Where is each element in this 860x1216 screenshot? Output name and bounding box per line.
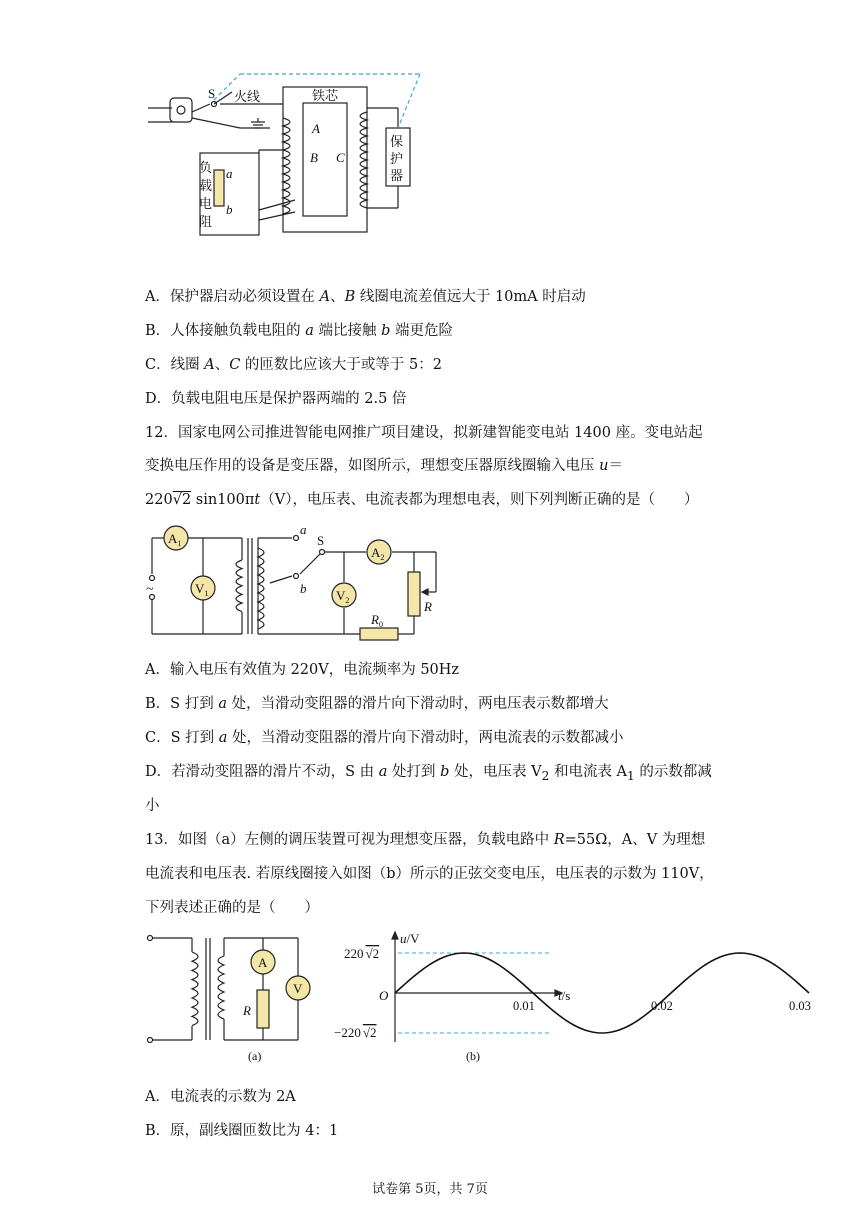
leakage-protector-diagram xyxy=(0,0,860,260)
resistor-r-label: R xyxy=(243,1003,251,1018)
y-min-label: −220 √2 xyxy=(334,1025,377,1040)
ac-source-symbol: ~ xyxy=(146,582,154,597)
q13-stem-line-3: 下列表述正确的是（ ） xyxy=(145,900,319,916)
tap-a-label: a xyxy=(300,522,307,537)
protector-char-2: 护 xyxy=(390,151,404,166)
q12-option-b: B．S 打到 a 处，当滑动变阻器的滑片向下滑动时，两电压表示数都增大 xyxy=(145,696,609,712)
q12-option-d: D．若滑动变阻器的滑片不动，S 由 a 处打到 b 处，电压表 $V_2$ 和电流表 $A_1$ 的示数都减 xyxy=(145,764,712,783)
q11-option-c: C．线圈 A、C 的匝数比应该大于或等于 5：2 xyxy=(145,357,442,373)
load-char-4: 阻 xyxy=(199,214,213,229)
load-char-2: 载 xyxy=(199,178,213,193)
fire-wire-label: 火线 xyxy=(234,89,261,104)
x-tick-label: 0.02 xyxy=(651,999,673,1013)
protector-char-3: 器 xyxy=(390,168,404,183)
figure-b-caption: (b) xyxy=(466,1049,480,1063)
resistor-r0-label: $R_0$ xyxy=(371,612,383,629)
q13-option-b: B．原，副线圈匝数比为 4：1 xyxy=(145,1123,339,1139)
meter-a2-label: $A_2$ xyxy=(371,545,385,562)
q13-option-a: A．电流表的示数为 2A xyxy=(145,1089,296,1105)
coil-c-label: C xyxy=(336,150,345,165)
q13-figure-a-circuit xyxy=(140,925,340,1065)
q12-option-a: A．输入电压有效值为 220V，电流频率为 50Hz xyxy=(145,662,460,678)
load-end-b: b xyxy=(226,202,233,217)
core-label: 铁芯 xyxy=(312,88,339,103)
coil-b-label: B xyxy=(310,150,318,165)
meter-a1-label: $A_1$ xyxy=(168,531,182,548)
rheostat-r-label: R xyxy=(424,599,432,614)
q12-stem-line-2: 变换电压作用的设备是变压器，如图所示，理想变压器原线圈输入电压 u＝ xyxy=(145,458,623,474)
x-tick-label: 0.01 xyxy=(513,999,535,1013)
x-tick-label: 0.03 xyxy=(789,999,811,1013)
page-footer: 试卷第 5页，共 7页 xyxy=(372,1182,488,1197)
figure-a-caption: (a) xyxy=(248,1049,262,1063)
q12-option-c: C．S 打到 a 处，当滑动变阻器的滑片向下滑动时，两电流表的示数都减小 xyxy=(145,730,624,746)
y-axis-arrow xyxy=(392,932,398,939)
q13-stem-line-2: 电流表和电压表. 若原线圈接入如图（b）所示的正弦交变电压，电压表的示数为 110V， xyxy=(145,866,714,882)
protector-char-1: 保 xyxy=(390,134,404,149)
load-char-3: 电 xyxy=(199,196,213,211)
q13-stem-line-1: 13．如图（a）左侧的调压装置可视为理想变压器，负载电路中 R=55Ω，A、V 为理想 xyxy=(145,832,706,848)
x-axis-label: t/s xyxy=(558,988,571,1003)
y-axis-label: u/V xyxy=(400,931,420,946)
q11-option-b: B．人体接触负载电阻的 a 端比接触 b 端更危险 xyxy=(145,323,454,339)
coil-a-label: A xyxy=(312,121,320,136)
q13-figure-b-voltage-chart xyxy=(334,925,811,1065)
load-char-1: 负 xyxy=(199,160,213,175)
origin-label: O xyxy=(379,988,389,1003)
q12-option-d-continued: 小 xyxy=(145,798,160,814)
q12-transformer-circuit xyxy=(0,515,860,645)
load-end-a: a xyxy=(226,166,233,181)
switch-s-label: S xyxy=(317,533,325,548)
voltmeter-v-label: V xyxy=(293,981,303,996)
switch-label-s: S xyxy=(208,86,216,101)
meter-v2-label: $V_2$ xyxy=(336,588,350,605)
meter-v1-label: $V_1$ xyxy=(195,581,209,598)
y-max-label: 220 √2 xyxy=(344,946,380,961)
q11-option-d: D．负载电阻电压是保护器两端的 2.5 倍 xyxy=(145,391,407,407)
ammeter-a-label: A xyxy=(258,955,268,970)
q12-stem-line-1: 12．国家电网公司推进智能电网推广项目建设，拟新建智能变电站 1400 座。变电站起 xyxy=(145,425,703,441)
tap-b-label: b xyxy=(300,581,307,596)
q12-stem-line-3: 220√2 sin100πt（V），电压表、电流表都为理想电表，则下列判断正确的是（ ） xyxy=(145,492,699,508)
q11-option-a: A．保护器启动必须设置在 A、B 线圈电流差值远大于 10mA 时启动 xyxy=(145,289,586,305)
